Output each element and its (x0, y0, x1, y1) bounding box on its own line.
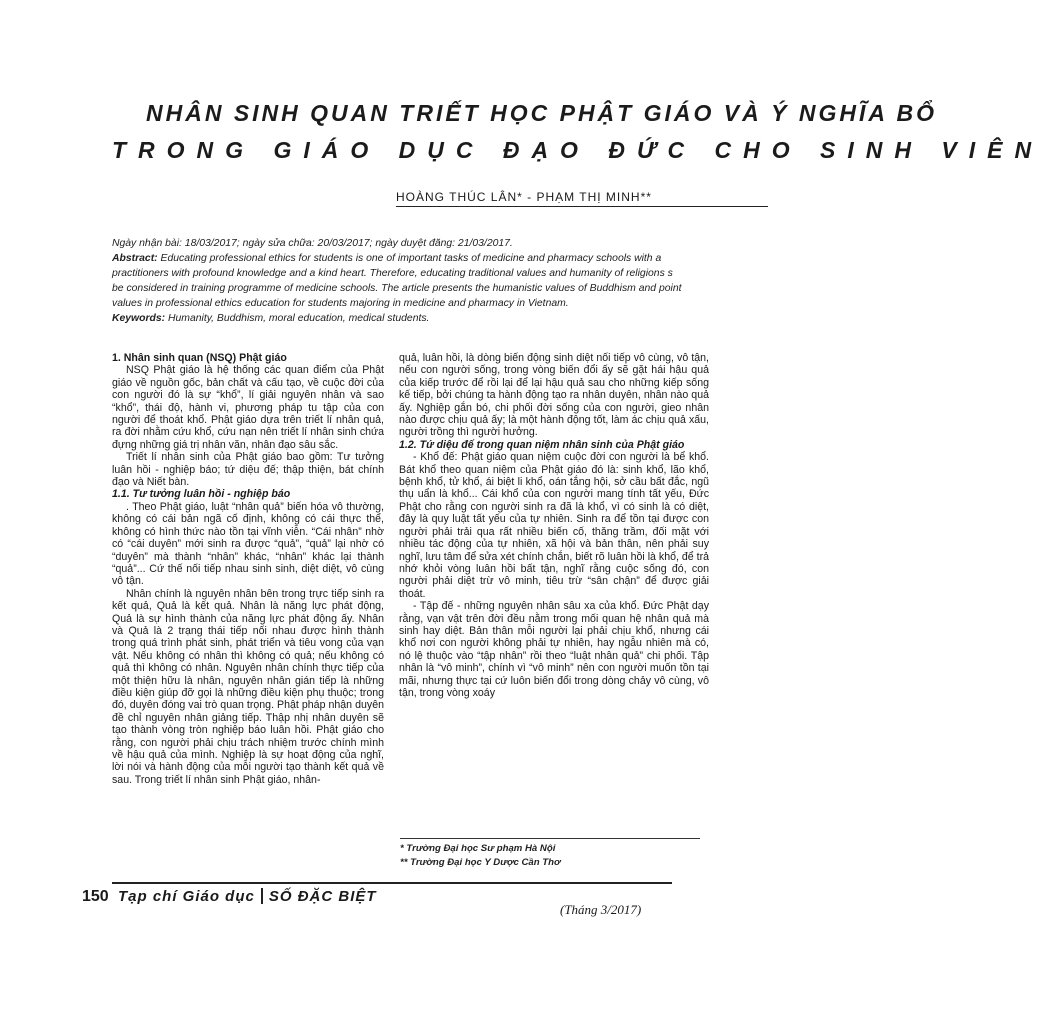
keywords-label: Keywords: (112, 313, 166, 324)
body-column-left (112, 352, 384, 786)
paragraph: Nhân chính là nguyên nhân bên trong trực tiếp sinh ra kết quả, Quả là kết quả. Nhân là năng lực phát động, Quả là sự hình thành của năng lực phát động ấy. Nhân và Quả là 2 trạng thái tiếp nối nhau được hình thành trong quá trình phát sinh, phát triển và tiêu vong của vạn vật. Nếu không có nhân thì không có quả; nếu không có quả thì không có nhân. Nguyên nhân chính thực tiếp của một thiện hữu là nhân, nguyên nhân gián tiếp là những điều kiện giúp đỡ gọi là những điều kiện phụ thuộc; trong đó, duyên đóng vai trò quan trọng. Phật pháp nhận duyên đề chỉ nguyên nhân giảng tiếp. Thập nhị nhân duyên sẽ tạo thành vòng tròn nghiệp báo luân hồi. Phật giáo cho rằng, con người phải chịu trách nhiệm trước chính mình về hậu quả của mình. Nghiệp là sự hoạt động của nghĩ, lời nói và hành động của mỗi người tạo thành kết quả về sau. Trong triết lí nhân sinh Phật giáo, nhân- (112, 587, 384, 786)
article-title (112, 100, 1043, 164)
journal-name (118, 888, 377, 905)
issue-date: (Tháng 3/2017) (560, 902, 642, 917)
paragraph: - Khổ đế: Phật giáo quan niệm cuộc đời con người là bể khổ. Bát khổ theo quan niệm của Phật giáo đó là: sinh khổ, lão khổ, bệnh khổ, tử khổ, ái biệt li khổ, oán tắng hội, sở cầu bất đắc, ngũ thụ uẩn là khổ... Cái khổ của con người mang tính tất yếu, Đức Phật cho rằng con người sinh ra đã là khổ, vì có sinh là có diệt, đây là quy luật tất yếu của tự nhiên. Sinh ra để tồn tại được con người phải trải qua rất nhiều biến cố, thăng trầm, đối mặt với nhiều tác động của tự nhiên, xã hội và bản thân, nên phải suy nghĩ, lưu tâm để sửa xét chính chắn, biết rõ luân hồi là khổ, để trả nhớ khỏi vòng luân hồi bất tận, nghĩ rằng cuộc sống đó, con người phải diệt trừ vô minh, tiêu trừ “sân chận” để được giải thoát. (399, 451, 709, 600)
section-heading: 1.2. Tứ diệu đế trong quan niệm nhân sinh của Phật giáo (399, 438, 685, 451)
keywords-text: Humanity, Buddhism, moral education, medical students. (165, 313, 430, 324)
footnote: * Trường Đại học Sư phạm Hà Nội (400, 843, 556, 854)
page-number: 150 (82, 888, 109, 905)
abstract-line: Educating professional ethics for students is one of important tasks of medicine and pharmacy schools with a (157, 253, 662, 264)
abstract-line: be considered in training programme of medicine schools. The article presents the humanistic values of Buddhism and point (112, 283, 682, 294)
separator (261, 888, 263, 904)
article-meta (112, 236, 768, 326)
section-heading: 1. Nhân sinh quan (NSQ) Phật giáo (112, 352, 287, 364)
journal-title: Tạp chí Giáo dục (118, 888, 255, 905)
abstract (112, 251, 768, 266)
paragraph: . Theo Phật giáo, luật “nhân quả” biến hóa vô thường, không có cái bản ngã cố định, không có cái thực thể, không có hình thức nào tồn tại vĩnh viễn. “Cái nhân” nhờ có “cái duyên” mới sinh ra được “quả”, “quả” lại nhờ có “duyên” mà thành “nhân” khác, “nhân” khác lại thành “quả”... Cứ thế nối tiếp nhau sinh sinh, diệt diệt, vô cùng vô tận. (112, 500, 384, 588)
abstract-line: practitioners with profound knowledge and a kind heart. Therefore, educating traditional values and humanity of religions s (112, 268, 673, 279)
paragraph: NSQ Phật giáo là hệ thống các quan điểm của Phật giáo về nguồn gốc, bản chất và cấu tạo, về cuộc đời của con người đó là sự “khổ”, lí giải nguyên nhân và sao “khổ”, thái độ, hành vi, phương pháp tu tập của con người để thoát khổ. Phật giáo dựa trên triết lí nhân quả, ra đời nhằm cứu khổ, cứu nạn nên triết lí nhân sinh chứa đựng những giá trị nhân văn, nhân đạo sâu sắc. (112, 364, 384, 451)
keywords (112, 311, 768, 326)
abstract-label: Abstract: (112, 253, 158, 264)
paragraph: quả, luân hồi, là dòng biến động sinh diệt nối tiếp vô cùng, vô tận, nếu con người sống, trong vòng biến đổi ấy sẽ gặt hái hậu quả của kiếp trước để rồi lại để lại hậu quả sau cho những kiếp sống kế tiếp, bởi chúng ta hành động tạo ra nhân duyên, nhân nào quả ấy. Nghiệp gắn bó, chi phối đời sống của con người, gieo nhân nào được chịu quả ấy; là một hành động tốt, làm ác chịu quả xấu, người trồng thì người hưởng. (399, 352, 709, 439)
title-line-2: TRONG GIÁO DỤC ĐẠO ĐỨC CHO SINH VIÊN (112, 137, 1043, 163)
dates-line: Ngày nhận bài: 18/03/2017; ngày sửa chữa: 20/03/2017; ngày duyệt đăng: 21/03/2017. (112, 238, 513, 249)
footnote: ** Trường Đại học Y Dược Cần Thơ (400, 857, 561, 868)
abstract-line: values in professional ethics education for students majoring in medicine and pharmacy in Vietnam. (112, 298, 569, 309)
body-column-right (399, 352, 709, 699)
paragraph: - Tập đế - những nguyên nhân sâu xa của khổ. Đức Phật dạy rằng, vạn vật trên đời đều nằm trong mối quan hệ nhân quả mà sinh hay diệt. Bản thân mỗi người lại phải chịu khổ, nhưng cái khổ nơi con người không phải tự nhiên, hay ngẫu nhiên mà có, nó lệ thuộc vào “tập nhân” rồi theo “luật nhân quả” chi phối. Tập nhân là “vô minh”, chính vì “vô minh” nên con người muốn tồn tại mãi, nhưng thực tại cứ luôn biến đổi trong dòng chảy vô cùng, vô tận, trong vòng xoáy (399, 600, 709, 699)
footer-rule (112, 882, 672, 884)
title-line-1: NHÂN SINH QUAN TRIẾT HỌC PHẬT GIÁO VÀ Ý NGHĨA BỔ (146, 100, 937, 126)
section-heading: 1.1. Tư tưởng luân hồi - nghiệp báo (112, 488, 291, 501)
issue-label: SỐ ĐẶC BIỆT (268, 888, 377, 905)
paragraph: Triết lí nhân sinh của Phật giáo bao gồm: Tư tưởng luân hồi - nghiệp báo; tứ diệu đế; thập thiện, bát chính đạo và Niết bàn. (112, 451, 384, 489)
footnotes (400, 838, 700, 870)
authors: HOÀNG THÚC LÂN* - PHẠM THỊ MINH** (396, 190, 768, 207)
